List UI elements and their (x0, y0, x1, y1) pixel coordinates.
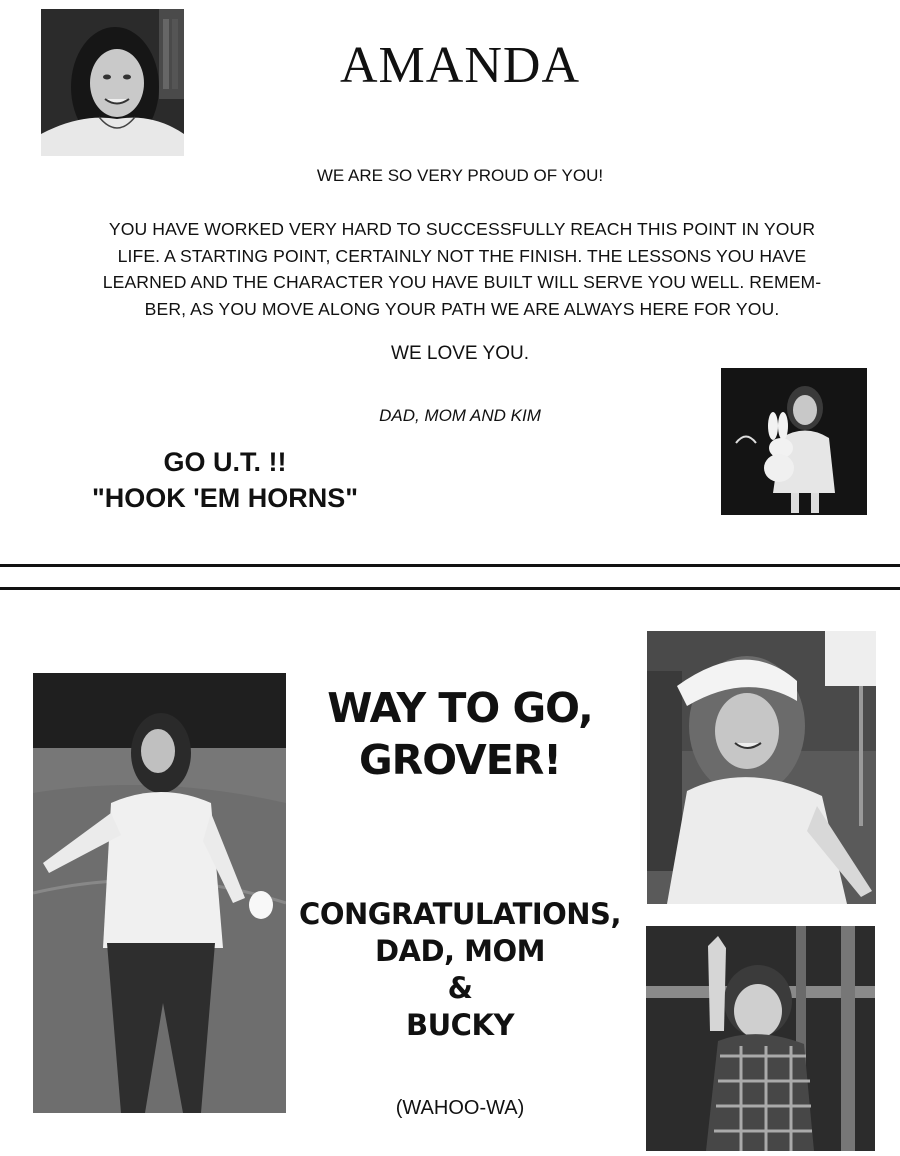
congratulations-block (270, 896, 650, 1044)
congrats-line: BUCKY (406, 1008, 514, 1042)
girl-sailor-hat-photo (647, 631, 876, 904)
congrats-line: DAD, MOM (374, 934, 546, 968)
divider-rule-upper (0, 564, 900, 567)
divider-rule-lower (0, 587, 900, 590)
cheer-hook-em: "HOOK 'EM HORNS" (91, 483, 359, 513)
signature: DAD, MOM AND KIM (379, 406, 541, 425)
toddler-pointing-photo (646, 926, 875, 1151)
headline-line: GROVER! (359, 736, 561, 784)
love-line: WE LOVE YOU. (391, 343, 529, 364)
message-line: LEARNED AND THE CHARACTER YOU HAVE BUILT WILL SERVE YOU WELL. REMEM- (102, 272, 822, 292)
wahoo-aside: (WAHOO-WA) (395, 1097, 525, 1119)
congrats-line: CONGRATULATIONS, (299, 897, 621, 931)
headline-line: WAY TO GO, (327, 684, 593, 732)
message-line: BER, AS YOU MOVE ALONG YOUR PATH WE ARE ALWAYS HERE FOR YOU. (144, 298, 780, 319)
portrait-photo-top (41, 9, 184, 156)
message-line: YOU HAVE WORKED VERY HARD TO SUCCESSFULLY REACH THIS POINT IN YOUR (108, 219, 816, 239)
congrats-line: & (447, 971, 473, 1005)
message-paragraph (22, 216, 900, 322)
cheer-go-ut: GO U.T. !! (163, 447, 287, 477)
teen-on-lawn-photo (33, 673, 286, 1113)
child-with-bunny-photo (721, 368, 867, 515)
proud-line: WE ARE SO VERY PROUD OF YOU! (316, 166, 604, 185)
honoree-name: AMANDA (340, 37, 580, 94)
message-line: LIFE. A STARTING POINT, CERTAINLY NOT THE FINISH. THE LESSONS YOU HAVE (117, 245, 807, 266)
headline (290, 682, 630, 786)
